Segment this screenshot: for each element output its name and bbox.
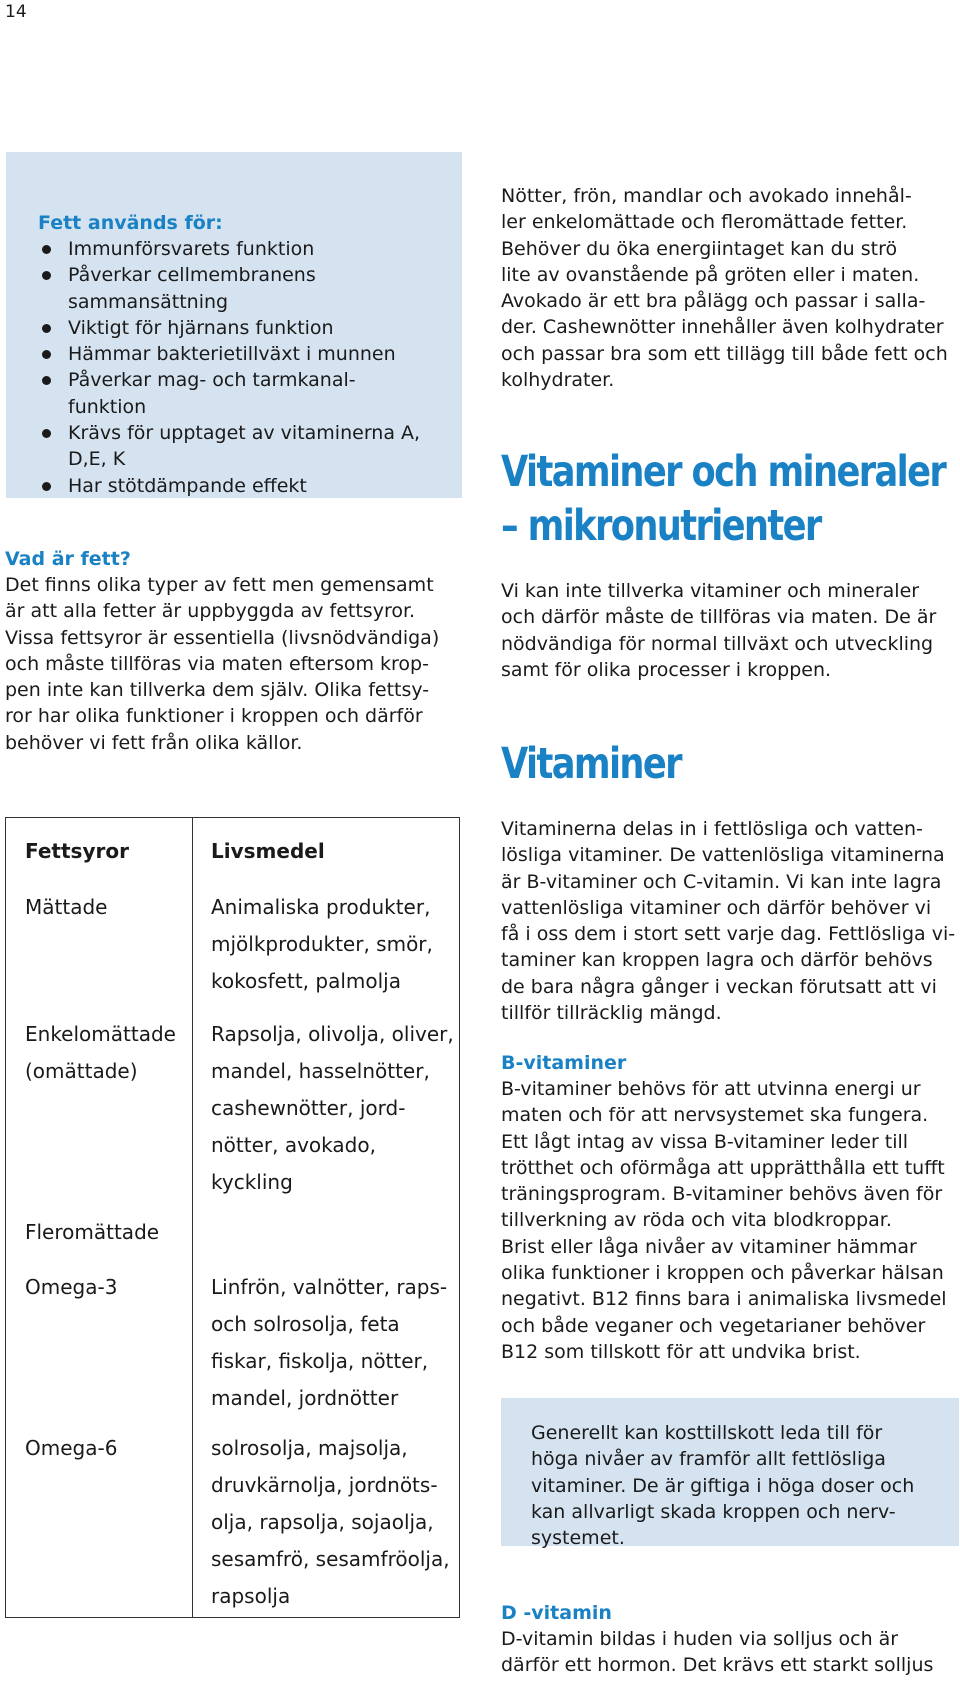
- fat-uses-heading: Fett används för:: [38, 212, 223, 234]
- table-cell-type: Fleromättade: [25, 1220, 160, 1244]
- fatty-acid-table: [5, 817, 460, 1618]
- list-item: Krävs för upptaget av vitaminerna A, D,E, K: [38, 420, 458, 473]
- micronutrients-paragraph: Vi kan inte tillverka vitaminer och mineraler och därför måste de tillföras via maten. De är nödvändiga för normal tillväxt och utveckling samt för olika processer i kroppen.: [501, 580, 937, 681]
- list-item: Påverkar mag- och tarmkanal- funktion: [38, 367, 458, 420]
- list-item: Immunförsvarets funktion: [38, 236, 458, 262]
- list-item: Påverkar cellmembranens sammansättning: [38, 262, 458, 315]
- page-number: 14: [5, 2, 27, 22]
- table-cell-foods: Rapsolja, olivolja, oliver, mandel, hasselnötter, cashewnötter, jord- nötter, avokado, kyckling: [211, 1022, 454, 1194]
- table-cell-type: Omega-3: [25, 1275, 118, 1299]
- vitamins-title: Vitaminer: [501, 739, 681, 789]
- table-divider: [192, 818, 193, 1617]
- list-item: Har stötdämpande effekt: [38, 473, 458, 499]
- table-header-foods: Livsmedel: [211, 839, 325, 863]
- table-cell-foods: solrosolja, majsolja, druvkärnolja, jordnöts- olja, rapsolja, sojaolja, sesamfrö, sesamfröolja, rapsolja: [211, 1436, 450, 1608]
- what-is-fat-heading: Vad är fett?: [5, 548, 131, 570]
- table-cell-type: Mättade: [25, 895, 108, 919]
- table-cell-foods: Linfrön, valnötter, raps- och solrosolja, feta fiskar, fiskolja, nötter, mandel, jordnötter: [211, 1275, 448, 1410]
- d-vitamin-section: D -vitamin D-vitamin bildas i huden via solljus och är därför ett hormon. Det krävs ett starkt solljus: [501, 1600, 956, 1679]
- list-item: Viktigt för hjärnans funktion: [38, 315, 458, 341]
- list-item: Hämmar bakterietillväxt i munnen: [38, 341, 458, 367]
- table-header-fatty-acids: Fettsyror: [25, 839, 129, 863]
- table-cell-type: Omega-6: [25, 1436, 118, 1460]
- section-title: Vitaminer och mineraler – mikronutrienter: [501, 447, 946, 551]
- fat-uses-list: [38, 236, 458, 499]
- fat-uses-box: [6, 152, 462, 498]
- table-cell-type: Enkelomättade (omättade): [25, 1022, 176, 1083]
- d-vitamin-heading: D -vitamin: [501, 1602, 612, 1624]
- what-is-fat-section: [5, 546, 455, 756]
- supplement-note-box: Generellt kan kosttillskott leda till för höga nivåer av framför allt fettlösliga vitaminer. De är giftiga i höga doser och kan allvarligt skada kroppen och nerv- systemet.: [501, 1398, 959, 1546]
- nuts-paragraph: Nötter, frön, mandlar och avokado innehål- ler enkelomättade och fleromättade fetter. Behöver du öka energiintaget kan du strö lite av ovanstående på gröten eller i maten. Avokado är ett bra pålägg och passar i salla- der. Cashewnötter innehåller även kolhydrater och passar bra som ett tillägg till både fett och kolhydrater.: [501, 185, 948, 392]
- what-is-fat-text: Det finns olika typer av fett men gemensamt är att alla fetter är uppbyggda av fettsyror. Vissa fettsyror är essentiella (livsnödvändiga) och måste tillföras via maten eftersom krop- pen inte kan tillverka dem själv. Olika fettsy- ror har olika funktioner i kroppen och därför behöver vi fett från olika källor.: [5, 574, 440, 754]
- b-vitamins-section: B-vitaminer B-vitaminer behövs för att utvinna energi ur maten och för att nervsystemet ska fungera. Ett lågt intag av vissa B-vitaminer leder till trötthet och oförmåga att upprätthålla ett tufft träningsprogram. B-vitaminer behövs även för tillverkning av röda och vita blodkroppar. Brist eller låga nivåer av vitaminer hämmar olika funktioner i kroppen och påverkar hälsan negativt. B12 finns bara i animaliska livsmedel och både veganer och vegetarianer behöver B12 som tillskott för att undvika brist.: [501, 1050, 956, 1365]
- b-vitamins-heading: B-vitaminer: [501, 1052, 627, 1074]
- table-cell-foods: Animaliska produkter, mjölkprodukter, smör, kokosfett, palmolja: [211, 895, 433, 993]
- vitamins-paragraph: Vitaminerna delas in i fettlösliga och vatten- lösliga vitaminer. De vattenlösliga vitaminerna är B-vitaminer och C-vitamin. Vi kan inte lagra vattenlösliga vitaminer och därför behöver vi få i oss dem i stort sett varje dag. Fettlösliga vi- taminer kan kroppen lagra och därför behövs de bara några gånger i veckan förutsatt att vi tillför tillräcklig mängd.: [501, 818, 956, 1025]
